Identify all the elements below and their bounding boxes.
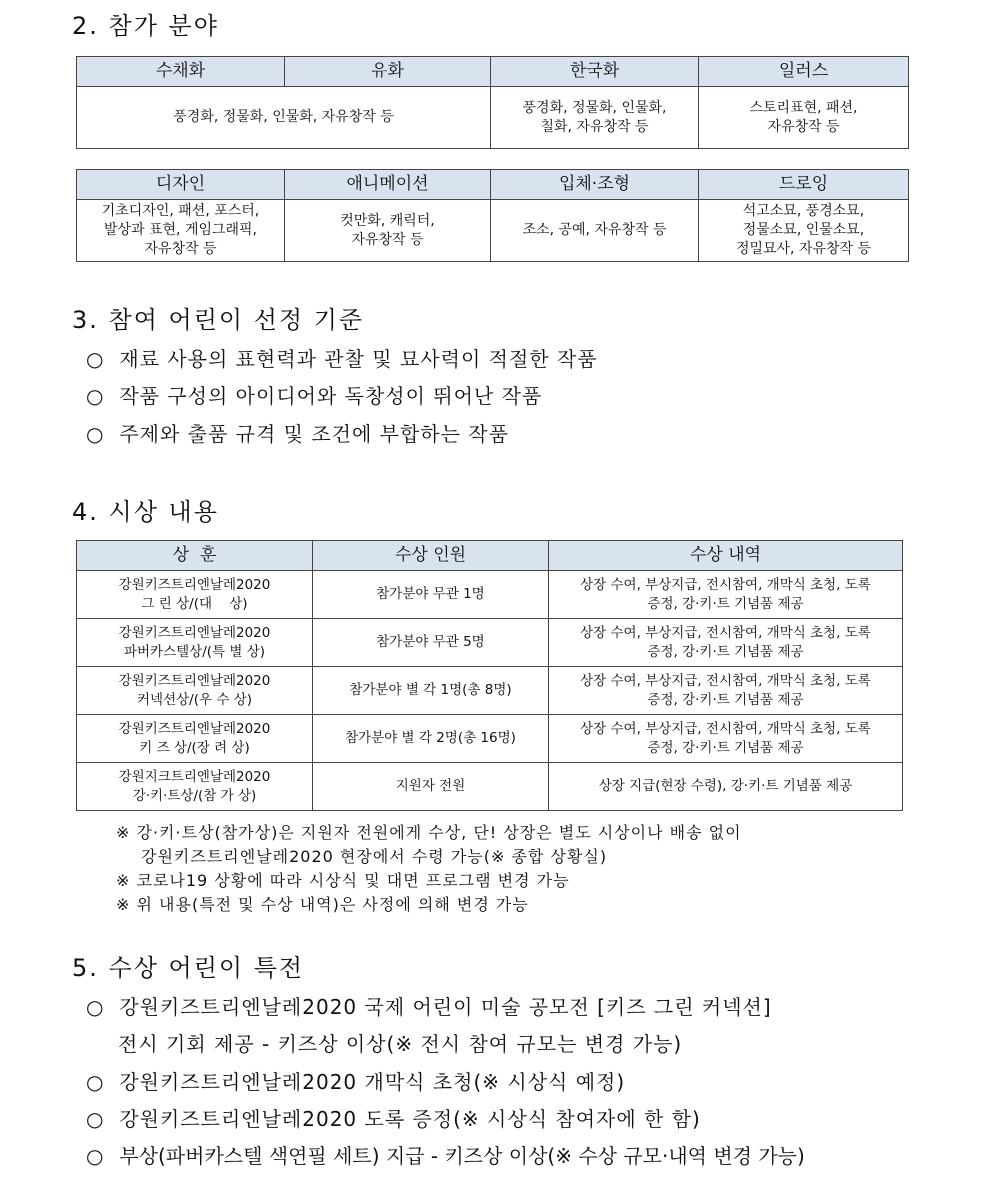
circle-bullet-icon: ○ xyxy=(86,995,105,1019)
cell-watercolor-oil: 풍경화, 정물화, 인물화, 자유창작 등 xyxy=(77,87,491,149)
note-3: ※ 위 내용(특전 및 수상 내역)은 사정에 의해 변경 가능 xyxy=(116,895,529,914)
section-2-heading: 2. 참가 분야 xyxy=(72,12,219,40)
award-table xyxy=(76,540,903,811)
circle-bullet-icon: ○ xyxy=(86,422,105,446)
criteria-item-2: ○ 작품 구성의 아이디어와 독창성이 뛰어난 작품 xyxy=(86,384,543,408)
table-row: 강원지크트리엔날레2020 강·키·트상/(참 가 상) 지원자 전원 상장 지급(현장 수령), 강·키·트 기념품 제공 xyxy=(77,763,903,811)
header-drawing: 드로잉 xyxy=(699,170,909,200)
criteria-item-1: ○ 재료 사용의 표현력과 관찰 및 묘사력이 적절한 작품 xyxy=(86,347,598,371)
section-4-heading: 4. 시상 내용 xyxy=(72,498,219,526)
circle-bullet-icon: ○ xyxy=(86,347,105,371)
criteria-item-3: ○ 주제와 출품 규격 및 조건에 부합하는 작품 xyxy=(86,422,509,446)
header-watercolor: 수채화 xyxy=(77,57,285,87)
note-2: ※ 코로나19 상황에 따라 시상식 및 대면 프로그램 변경 가능 xyxy=(116,871,570,890)
cell-design: 기초디자인, 패션, 포스터, 발상과 표현, 게임그래픽, 자유창작 등 xyxy=(77,200,285,262)
circle-bullet-icon: ○ xyxy=(86,1144,105,1168)
benefit-item-4: ○ 부상(파버카스텔 색연필 세트) 지급 - 키즈상 이상(※ 수상 규모·내역 변경 가능) xyxy=(86,1144,805,1168)
circle-bullet-icon: ○ xyxy=(86,384,105,408)
header-oil: 유화 xyxy=(285,57,491,87)
cell-animation: 컷만화, 캐릭터, 자유창작 등 xyxy=(285,200,491,262)
table-row: 강원키즈트리엔날레2020 파버카스텔상/(특 별 상) 참가분야 무관 5명 상장 수여, 부상지급, 전시참여, 개막식 초청, 도록 증정, 강·키·트 기념품 제공 xyxy=(77,619,903,667)
table-row: 강원키즈트리엔날레2020 커넥션상/(우 수 상) 참가분야 별 각 1명(총 8명) 상장 수여, 부상지급, 전시참여, 개막식 초청, 도록 증정, 강·키·트 기념품 제공 xyxy=(77,667,903,715)
header-count: 수상 인원 xyxy=(313,541,549,571)
benefit-item-2: ○ 강원키즈트리엔날레2020 개막식 초청(※ 시상식 예정) xyxy=(86,1070,626,1094)
section-3-heading: 3. 참여 어린이 선정 기준 xyxy=(72,306,365,334)
circle-bullet-icon: ○ xyxy=(86,1107,105,1131)
table-row: 강원키즈트리엔날레2020 키 즈 상/(장 려 상) 참가분야 별 각 2명(총 16명) 상장 수여, 부상지급, 전시참여, 개막식 초청, 도록 증정, 강·키·트 기념품 제공 xyxy=(77,715,903,763)
cell-illustration: 스토리표현, 패션, 자유창작 등 xyxy=(699,87,909,149)
header-illustration: 일러스 xyxy=(699,57,909,87)
field-table-2 xyxy=(76,169,909,262)
cell-korean: 풍경화, 정물화, 인물화, 칠화, 자유창작 등 xyxy=(491,87,699,149)
cell-sculpture: 조소, 공예, 자유창작 등 xyxy=(491,200,699,262)
benefit-item-1: ○ 강원키즈트리엔날레2020 국제 어린이 미술 공모전 [키즈 그린 커넥션] xyxy=(86,995,772,1019)
header-details: 수상 내역 xyxy=(549,541,903,571)
header-animation: 애니메이션 xyxy=(285,170,491,200)
header-korean: 한국화 xyxy=(491,57,699,87)
note-1-continued: 강원키즈트리엔날레2020 현장에서 수령 가능(※ 종합 상황실) xyxy=(141,847,608,866)
table-row: 강원키즈트리엔날레2020 그 린 상/(대 상) 참가분야 무관 1명 상장 수여, 부상지급, 전시참여, 개막식 초청, 도록 증정, 강·키·트 기념품 제공 xyxy=(77,571,903,619)
cell-drawing: 석고소묘, 풍경소묘, 정물소묘, 인물소묘, 정밀묘사, 자유창작 등 xyxy=(699,200,909,262)
benefit-item-1-continued: 전시 기회 제공 - 키즈상 이상(※ 전시 참여 규모는 변경 가능) xyxy=(118,1032,683,1056)
header-design: 디자인 xyxy=(77,170,285,200)
note-1: ※ 강·키·트상(참가상)은 지원자 전원에게 수상, 단! 상장은 별도 시상이나 배송 없이 xyxy=(116,823,742,842)
section-5-heading: 5. 수상 어린이 특전 xyxy=(72,954,305,982)
field-table-1 xyxy=(76,56,909,149)
benefit-item-3: ○ 강원키즈트리엔날레2020 도록 증정(※ 시상식 참여자에 한 함) xyxy=(86,1107,701,1131)
header-sculpture: 입체·조형 xyxy=(491,170,699,200)
circle-bullet-icon: ○ xyxy=(86,1070,105,1094)
header-award: 상 훈 xyxy=(77,541,313,571)
